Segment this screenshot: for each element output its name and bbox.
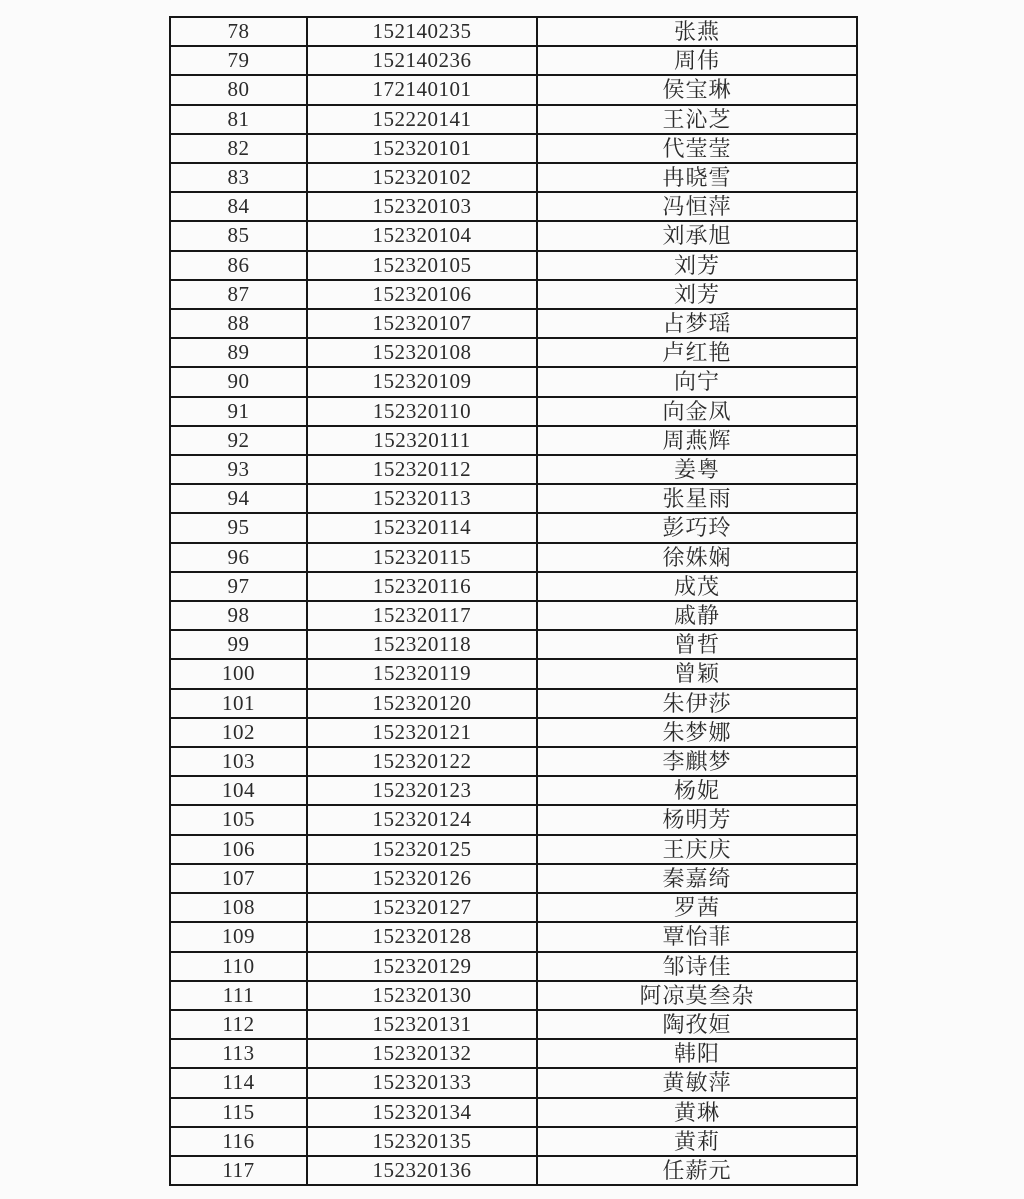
table-row — [170, 513, 857, 542]
table-row — [170, 1156, 857, 1185]
table-row — [170, 17, 857, 46]
student-id-cell: 152320119 — [307, 659, 537, 688]
row-index-cell: 84 — [170, 192, 307, 221]
student-name-cell: 黄琳 — [537, 1098, 857, 1127]
student-id-cell: 152320107 — [307, 309, 537, 338]
row-index-cell: 85 — [170, 221, 307, 250]
student-name-cell: 占梦瑶 — [537, 309, 857, 338]
student-name-cell: 杨明芳 — [537, 805, 857, 834]
student-name-cell: 杨妮 — [537, 776, 857, 805]
student-name-cell: 刘芳 — [537, 280, 857, 309]
table-row — [170, 1068, 857, 1097]
row-index-cell: 112 — [170, 1010, 307, 1039]
row-index-cell: 116 — [170, 1127, 307, 1156]
table-row — [170, 309, 857, 338]
table-row — [170, 922, 857, 951]
student-name-cell: 代莹莹 — [537, 134, 857, 163]
table-row — [170, 776, 857, 805]
student-id-cell: 152320104 — [307, 221, 537, 250]
student-id-cell: 152320102 — [307, 163, 537, 192]
row-index-cell: 106 — [170, 835, 307, 864]
student-name-cell: 徐姝娴 — [537, 543, 857, 572]
student-id-cell: 152320125 — [307, 835, 537, 864]
student-id-cell: 152320126 — [307, 864, 537, 893]
student-name-cell: 周燕辉 — [537, 426, 857, 455]
student-id-cell: 152320129 — [307, 952, 537, 981]
table-row — [170, 338, 857, 367]
row-index-cell: 83 — [170, 163, 307, 192]
student-id-cell: 152320127 — [307, 893, 537, 922]
table-row — [170, 280, 857, 309]
student-name-cell: 侯宝琳 — [537, 75, 857, 104]
student-name-cell: 张星雨 — [537, 484, 857, 513]
row-index-cell: 91 — [170, 397, 307, 426]
row-index-cell: 107 — [170, 864, 307, 893]
row-index-cell: 117 — [170, 1156, 307, 1185]
student-name-cell: 王庆庆 — [537, 835, 857, 864]
student-name-cell: 戚静 — [537, 601, 857, 630]
table-row — [170, 981, 857, 1010]
student-id-cell: 152320105 — [307, 251, 537, 280]
student-id-cell: 152320131 — [307, 1010, 537, 1039]
student-id-cell: 152320124 — [307, 805, 537, 834]
row-index-cell: 92 — [170, 426, 307, 455]
row-index-cell: 81 — [170, 105, 307, 134]
student-name-cell: 刘芳 — [537, 251, 857, 280]
student-name-cell: 任薪元 — [537, 1156, 857, 1185]
student-id-cell: 152320111 — [307, 426, 537, 455]
row-index-cell: 115 — [170, 1098, 307, 1127]
row-index-cell: 102 — [170, 718, 307, 747]
table-row — [170, 893, 857, 922]
student-name-cell: 成茂 — [537, 572, 857, 601]
student-id-cell: 152320103 — [307, 192, 537, 221]
student-id-cell: 152320115 — [307, 543, 537, 572]
student-id-cell: 152320132 — [307, 1039, 537, 1068]
student-id-cell: 152320110 — [307, 397, 537, 426]
row-index-cell: 109 — [170, 922, 307, 951]
student-id-cell: 152140236 — [307, 46, 537, 75]
row-index-cell: 101 — [170, 689, 307, 718]
student-name-cell: 张燕 — [537, 17, 857, 46]
table-row — [170, 397, 857, 426]
student-name-cell: 彭巧玲 — [537, 513, 857, 542]
student-name-cell: 冉晓雪 — [537, 163, 857, 192]
student-id-cell: 152320108 — [307, 338, 537, 367]
row-index-cell: 113 — [170, 1039, 307, 1068]
table-row — [170, 835, 857, 864]
table-row — [170, 46, 857, 75]
row-index-cell: 95 — [170, 513, 307, 542]
student-id-cell: 152320106 — [307, 280, 537, 309]
row-index-cell: 99 — [170, 630, 307, 659]
student-id-cell: 152320136 — [307, 1156, 537, 1185]
row-index-cell: 114 — [170, 1068, 307, 1097]
student-id-cell: 152320134 — [307, 1098, 537, 1127]
student-id-cell: 152320120 — [307, 689, 537, 718]
student-name-cell: 黄敏萍 — [537, 1068, 857, 1097]
student-id-cell: 172140101 — [307, 75, 537, 104]
student-id-cell: 152320123 — [307, 776, 537, 805]
student-id-cell: 152320118 — [307, 630, 537, 659]
student-id-cell: 152220141 — [307, 105, 537, 134]
table-row — [170, 747, 857, 776]
table-row — [170, 192, 857, 221]
row-index-cell: 79 — [170, 46, 307, 75]
table-row — [170, 689, 857, 718]
student-id-cell: 152320101 — [307, 134, 537, 163]
row-index-cell: 105 — [170, 805, 307, 834]
student-id-cell: 152320128 — [307, 922, 537, 951]
student-name-cell: 王沁芝 — [537, 105, 857, 134]
student-name-cell: 罗茜 — [537, 893, 857, 922]
row-index-cell: 78 — [170, 17, 307, 46]
table-row — [170, 805, 857, 834]
row-index-cell: 97 — [170, 572, 307, 601]
student-name-cell: 陶孜姮 — [537, 1010, 857, 1039]
student-name-cell: 冯恒萍 — [537, 192, 857, 221]
table-row — [170, 1098, 857, 1127]
student-name-cell: 曾哲 — [537, 630, 857, 659]
student-id-cell: 152320116 — [307, 572, 537, 601]
row-index-cell: 96 — [170, 543, 307, 572]
student-name-cell: 卢红艳 — [537, 338, 857, 367]
table-row — [170, 864, 857, 893]
roster-table — [169, 16, 858, 1186]
table-row — [170, 543, 857, 572]
student-id-cell: 152320133 — [307, 1068, 537, 1097]
table-row — [170, 718, 857, 747]
student-id-cell: 152320121 — [307, 718, 537, 747]
table-row — [170, 1127, 857, 1156]
student-name-cell: 韩阳 — [537, 1039, 857, 1068]
row-index-cell: 98 — [170, 601, 307, 630]
row-index-cell: 100 — [170, 659, 307, 688]
table-row — [170, 251, 857, 280]
table-row — [170, 952, 857, 981]
row-index-cell: 111 — [170, 981, 307, 1010]
student-name-cell: 阿凉莫叁杂 — [537, 981, 857, 1010]
row-index-cell: 104 — [170, 776, 307, 805]
student-name-cell: 朱伊莎 — [537, 689, 857, 718]
student-name-cell: 秦嘉绮 — [537, 864, 857, 893]
row-index-cell: 82 — [170, 134, 307, 163]
table-row — [170, 426, 857, 455]
table-row — [170, 105, 857, 134]
student-id-cell: 152320135 — [307, 1127, 537, 1156]
roster-body — [170, 17, 857, 1185]
row-index-cell: 103 — [170, 747, 307, 776]
table-row — [170, 455, 857, 484]
student-name-cell: 邹诗佳 — [537, 952, 857, 981]
table-row — [170, 134, 857, 163]
row-index-cell: 80 — [170, 75, 307, 104]
student-id-cell: 152320130 — [307, 981, 537, 1010]
table-row — [170, 601, 857, 630]
row-index-cell: 110 — [170, 952, 307, 981]
student-name-cell: 曾颖 — [537, 659, 857, 688]
student-id-cell: 152320114 — [307, 513, 537, 542]
table-row — [170, 367, 857, 396]
student-id-cell: 152320112 — [307, 455, 537, 484]
table-row — [170, 1039, 857, 1068]
student-name-cell: 朱梦娜 — [537, 718, 857, 747]
student-id-cell: 152320117 — [307, 601, 537, 630]
row-index-cell: 108 — [170, 893, 307, 922]
row-index-cell: 94 — [170, 484, 307, 513]
student-name-cell: 黄莉 — [537, 1127, 857, 1156]
row-index-cell: 86 — [170, 251, 307, 280]
table-row — [170, 572, 857, 601]
student-name-cell: 姜粤 — [537, 455, 857, 484]
table-row — [170, 659, 857, 688]
student-name-cell: 刘承旭 — [537, 221, 857, 250]
student-name-cell: 向金凤 — [537, 397, 857, 426]
table-row — [170, 75, 857, 104]
row-index-cell: 87 — [170, 280, 307, 309]
row-index-cell: 89 — [170, 338, 307, 367]
table-row — [170, 221, 857, 250]
row-index-cell: 93 — [170, 455, 307, 484]
student-name-cell: 周伟 — [537, 46, 857, 75]
student-name-cell: 覃怡菲 — [537, 922, 857, 951]
table-row — [170, 1010, 857, 1039]
table-row — [170, 630, 857, 659]
table-row — [170, 484, 857, 513]
row-index-cell: 88 — [170, 309, 307, 338]
student-id-cell: 152320109 — [307, 367, 537, 396]
row-index-cell: 90 — [170, 367, 307, 396]
student-id-cell: 152320113 — [307, 484, 537, 513]
student-id-cell: 152140235 — [307, 17, 537, 46]
student-id-cell: 152320122 — [307, 747, 537, 776]
table-row — [170, 163, 857, 192]
student-name-cell: 李麒梦 — [537, 747, 857, 776]
student-name-cell: 向宁 — [537, 367, 857, 396]
